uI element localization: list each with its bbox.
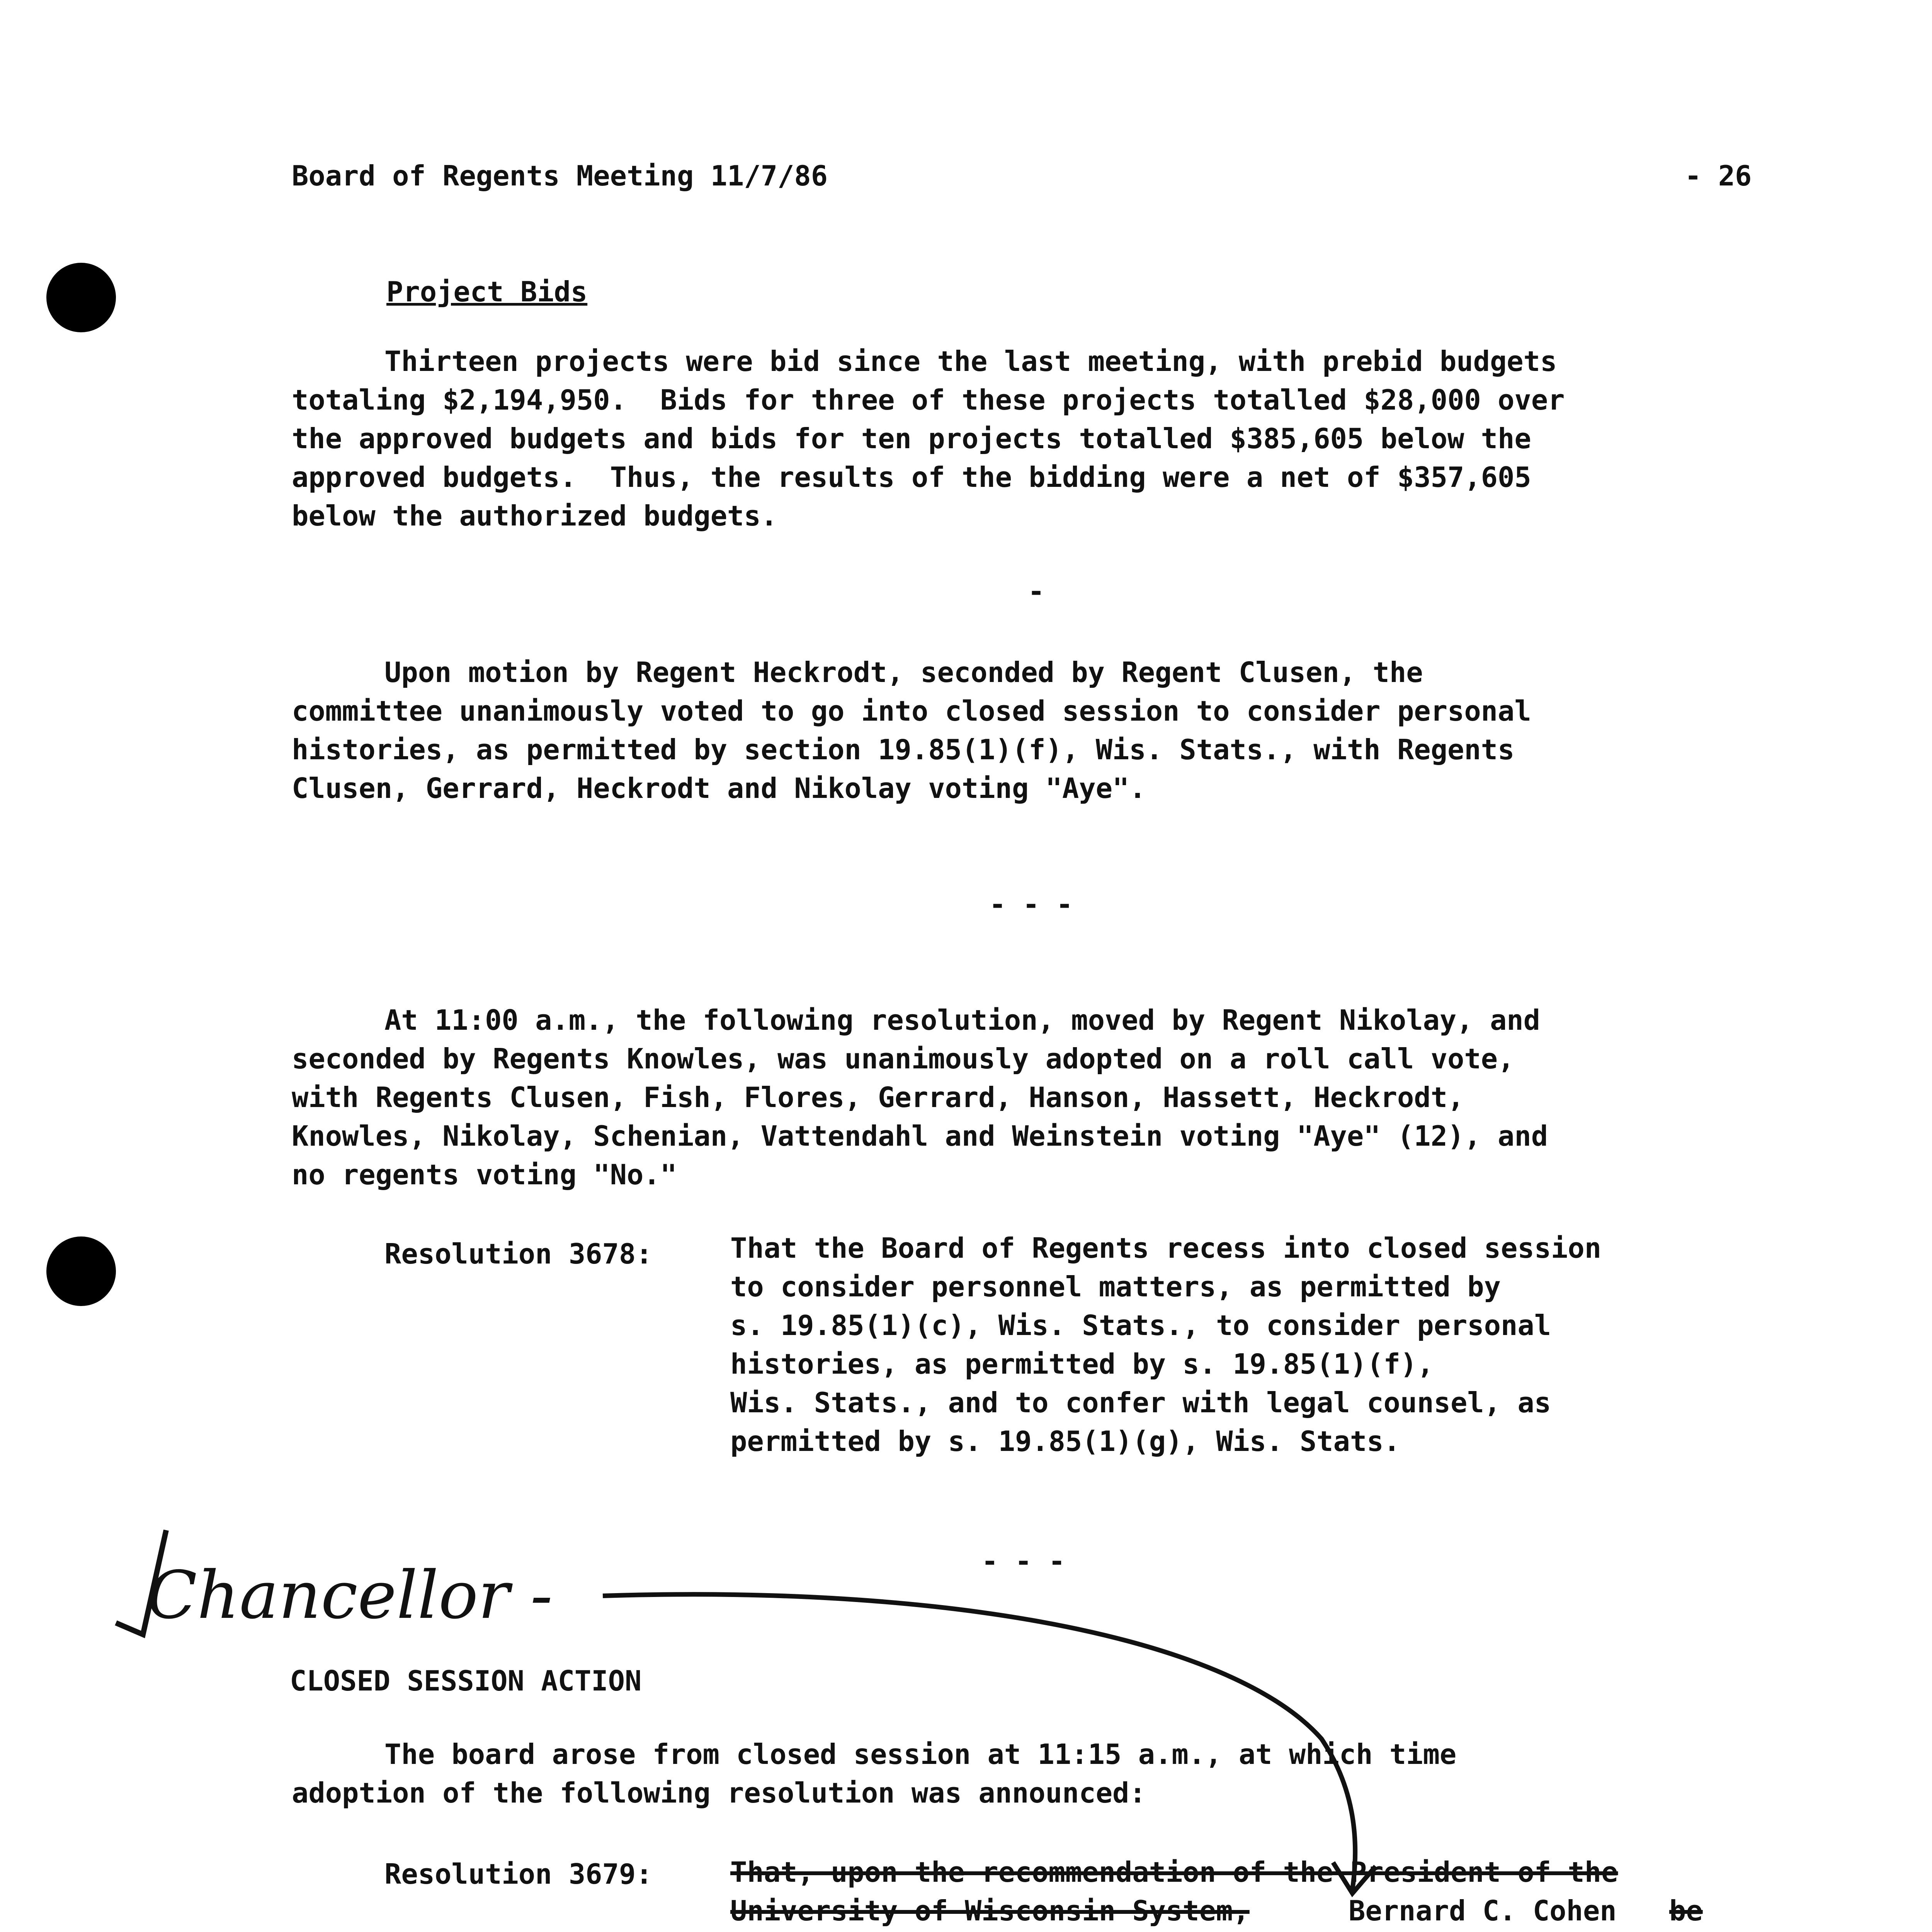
- resolution-3679-struck-line-2: University of Wisconsin System,: [730, 1895, 1250, 1927]
- motion-line-1: Upon motion by Regent Heckrodt, seconded by Regent Clusen, the: [384, 656, 1423, 689]
- roll-call-line-2: seconded by Regents Knowles, was unanimously adopted on a roll call vote,: [292, 1043, 1515, 1075]
- roll-call-line-1: At 11:00 a.m., the following resolution, moved by Regent Nikolay, and: [384, 1004, 1540, 1036]
- closed-session-line-1: The board arose from closed session at 11:15 a.m., at which time: [384, 1738, 1457, 1770]
- resolution-3678-line-3: s. 19.85(1)(c), Wis. Stats., to consider personal: [730, 1309, 1551, 1342]
- roll-call-line-3: with Regents Clusen, Fish, Flores, Gerrard, Hanson, Hassett, Heckrodt,: [292, 1081, 1464, 1114]
- project-bids-line-4: approved budgets. Thus, the results of the bidding were a net of $357,605: [292, 461, 1531, 493]
- motion-line-4: Clusen, Gerrard, Heckrodt and Nikolay voting "Aye".: [292, 772, 1146, 804]
- motion-line-2: committee unanimously voted to go into closed session to consider personal: [292, 695, 1531, 727]
- closed-session-line-2: adoption of the following resolution was announced:: [292, 1777, 1146, 1809]
- insertion-arrow: [603, 1594, 1355, 1889]
- resolution-3679-struck-line-1: That, upon the recommendation of the President of the: [730, 1856, 1618, 1888]
- project-bids-line-5: below the authorized budgets.: [292, 500, 778, 532]
- separator-3: - - -: [981, 1545, 1065, 1577]
- resolution-3678-line-2: to consider personnel matters, as permitted by: [730, 1270, 1501, 1303]
- resolution-3679-name: Bernard C. Cohen: [1349, 1895, 1617, 1927]
- closed-session-heading: CLOSED SESSION ACTION: [290, 1665, 642, 1697]
- project-bids-line-2: totaling $2,194,950. Bids for three of these projects totalled $28,000 over: [292, 384, 1565, 416]
- handwritten-margin-note: Chancellor -: [147, 1557, 553, 1634]
- project-bids-line-3: the approved budgets and bids for ten projects totalled $385,605 below the: [292, 422, 1531, 455]
- resolution-3678-line-5: Wis. Stats., and to confer with legal counsel, as: [730, 1386, 1551, 1419]
- roll-call-line-5: no regents voting "No.": [292, 1158, 677, 1191]
- roll-call-line-4: Knowles, Nikolay, Schenian, Vattendahl and Weinstein voting "Aye" (12), and: [292, 1120, 1548, 1152]
- page-header-title: Board of Regents Meeting 11/7/86: [292, 160, 828, 192]
- separator-1: -: [1028, 575, 1045, 607]
- separator-2: - - -: [989, 888, 1073, 920]
- resolution-3678-line-4: histories, as permitted by s. 19.85(1)(f),: [730, 1348, 1434, 1380]
- resolution-3678-line-6: permitted by s. 19.85(1)(g), Wis. Stats.: [730, 1425, 1400, 1458]
- resolution-3679-struck-be: be: [1669, 1895, 1703, 1927]
- resolution-3678-line-1: That the Board of Regents recess into closed session: [730, 1232, 1602, 1264]
- resolution-3678-label: Resolution 3678:: [384, 1238, 653, 1270]
- resolution-3679-label: Resolution 3679:: [384, 1858, 653, 1890]
- project-bids-line-1: Thirteen projects were bid since the last meeting, with prebid budgets: [384, 345, 1557, 378]
- project-bids-heading: Project Bids: [386, 276, 588, 308]
- page-number: - 26: [1685, 160, 1752, 192]
- motion-line-3: histories, as permitted by section 19.85(1)(f), Wis. Stats., with Regents: [292, 733, 1515, 766]
- check-mark-1: [116, 1530, 166, 1634]
